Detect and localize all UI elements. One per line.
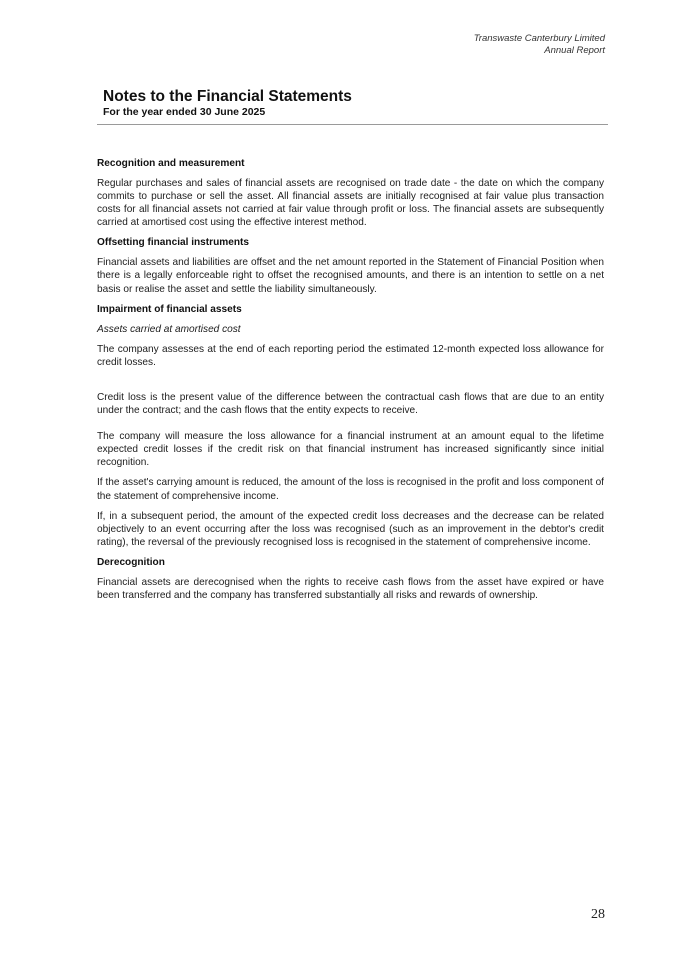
paragraph-impairment-1: The company assesses at the end of each reporting period the estimated 12-month expected loss allowance for credit losses. xyxy=(97,343,604,368)
page-title: Notes to the Financial Statements xyxy=(103,88,352,105)
paragraph-derecognition: Financial assets are derecognised when the rights to receive cash flows from the asset have expired or have been transferred and the company has transferred substantially all risks and rewards of ownership. xyxy=(97,576,604,601)
paragraph-recognition: Regular purchases and sales of financial assets are recognised on trade date - the date on which the company commits to purchase or sell the asset. All financial assets are initially recognised at fair value plus transaction costs for all financial assets not carried at fair value through profit or loss. The financial assets are subsequently carried at amortised cost using the effective interest method. xyxy=(97,178,604,229)
section-heading-recognition: Recognition and measurement xyxy=(97,158,245,169)
page-number: 28 xyxy=(591,907,605,922)
sub-heading-amortised-cost: Assets carried at amortised cost xyxy=(97,323,241,335)
company-name: Transwaste Canterbury Limited xyxy=(473,33,605,44)
section-heading-derecognition: Derecognition xyxy=(97,556,165,568)
paragraph-impairment-5: If, in a subsequent period, the amount of the expected credit loss decreases and the decrease can be related objectively to an event occurring after the loss was recognised (such as an improvement in the debtor's credit rating), the reversal of the previously recognised loss is recognised in the statement of comprehensive income. xyxy=(97,510,604,548)
report-name: Annual Report xyxy=(544,45,605,56)
paragraph-impairment-4: If the asset's carrying amount is reduced, the amount of the loss is recognised in the profit and loss component of the statement of comprehensive income. xyxy=(97,477,604,502)
title-block xyxy=(103,88,352,119)
page-subtitle: For the year ended 30 June 2025 xyxy=(103,106,266,118)
notes-body xyxy=(97,157,604,609)
header-divider xyxy=(97,124,608,125)
paragraph-impairment-2: Credit loss is the present value of the difference between the contractual cash flows that are due to an entity under the contract; and the cash flows that the entity expects to receive. xyxy=(97,391,604,417)
report-header xyxy=(474,33,605,57)
section-heading-offsetting: Offsetting financial instruments xyxy=(97,237,249,249)
paragraph-impairment-3: The company will measure the loss allowance for a financial instrument at an amount equal to the lifetime expected credit losses if the credit risk on that financial instrument has increased significantly since initial recognition. xyxy=(97,431,604,469)
paragraph-offsetting: Financial assets and liabilities are offset and the net amount reported in the Statement of Financial Position when there is a legally enforceable right to offset the recognised amounts, and there is an intention to settle on a net basis or realise the asset and settle the liability simultaneously. xyxy=(97,257,604,295)
section-heading-impairment: Impairment of financial assets xyxy=(97,303,242,315)
